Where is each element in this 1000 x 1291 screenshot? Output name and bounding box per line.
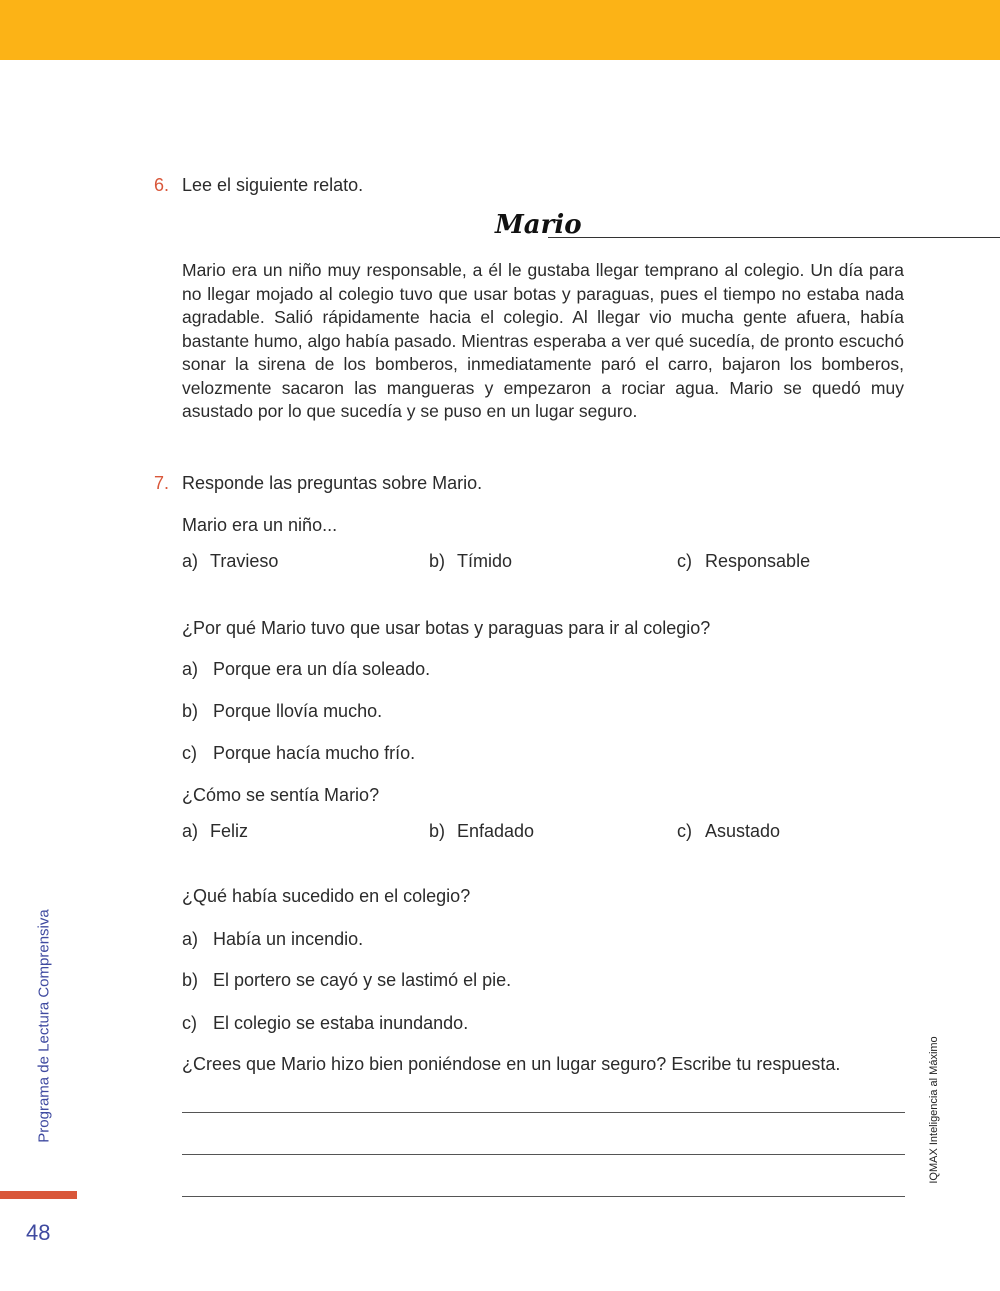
- option-letter: a): [182, 929, 199, 949]
- answer-line-2[interactable]: [182, 1154, 905, 1155]
- option-c[interactable]: [182, 1012, 468, 1034]
- option-b[interactable]: [429, 550, 512, 572]
- question-7: [154, 472, 482, 494]
- option-text: Había un incendio.: [213, 929, 364, 949]
- option-b[interactable]: [182, 969, 511, 991]
- option-letter: c): [677, 551, 692, 571]
- page-number: 48: [26, 1220, 51, 1245]
- option-b[interactable]: [182, 700, 382, 722]
- option-text: Feliz: [210, 821, 249, 841]
- option-letter: a): [182, 659, 199, 679]
- story-paragraph: Mario era un niño muy responsable, a él le gustaba llegar temprano al colegio. Un día para no llegar mojado al colegio tuvo que usar botas y paraguas, pues el tiempo no estaba nada agradable. Salió rápidamente hacia el colegio. Al llegar vio mucha gente afuera, había bastante humo, algo había pasado. Mientras esperaba a ver qué sucedía, de pronto escuchó sonar la sirena de los bomberos, inmediatamente paró el carro, bajaron los bomberos, velozmente sacaron las mangueras y empezaron a rociar agua. Mario se quedó muy asustado por lo que sucedía y se puso en un lugar seguro.: [182, 260, 904, 421]
- option-c[interactable]: [677, 820, 780, 842]
- option-a[interactable]: [182, 550, 278, 572]
- question-instruction: Responde las preguntas sobre Mario.: [182, 473, 483, 493]
- option-letter: a): [182, 821, 199, 841]
- option-text: Responsable: [705, 551, 811, 571]
- option-text: Enfadado: [457, 821, 535, 841]
- program-side-label: Programa de Lectura Comprensiva: [35, 909, 53, 1143]
- option-text: El colegio se estaba inundando.: [213, 1013, 469, 1033]
- brand-side-label: IQMAX Inteligencia al Máximo: [928, 1036, 940, 1184]
- option-text: Travieso: [210, 551, 279, 571]
- option-letter: c): [677, 821, 692, 841]
- option-c[interactable]: [182, 742, 415, 764]
- option-c[interactable]: [677, 550, 810, 572]
- option-b[interactable]: [429, 820, 534, 842]
- sub-question-2: ¿Por qué Mario tuvo que usar botas y paraguas para ir al colegio?: [182, 618, 711, 638]
- story-title: Mario: [495, 210, 582, 240]
- sub-question-4: ¿Qué había sucedido en el colegio?: [182, 886, 471, 906]
- option-letter: b): [429, 821, 446, 841]
- option-a[interactable]: [182, 928, 363, 950]
- option-letter: c): [182, 1013, 197, 1033]
- option-letter: c): [182, 743, 197, 763]
- option-text: Tímido: [457, 551, 513, 571]
- header-band: [0, 0, 1000, 60]
- sub-question-1: Mario era un niño...: [182, 515, 338, 535]
- option-letter: b): [182, 970, 199, 990]
- option-a[interactable]: [182, 658, 430, 680]
- question-number: 7.: [154, 473, 170, 493]
- title-underline: [548, 237, 1000, 238]
- answer-line-3[interactable]: [182, 1196, 905, 1197]
- option-text: Asustado: [705, 821, 781, 841]
- option-text: Porque era un día soleado.: [213, 659, 431, 679]
- option-letter: b): [429, 551, 446, 571]
- option-letter: b): [182, 701, 199, 721]
- option-letter: a): [182, 551, 199, 571]
- question-number: 6.: [154, 175, 170, 195]
- option-text: Porque llovía mucho.: [213, 701, 383, 721]
- option-a[interactable]: [182, 820, 248, 842]
- question-6: [154, 174, 363, 196]
- question-instruction: Lee el siguiente relato.: [182, 175, 364, 195]
- option-text: El portero se cayó y se lastimó el pie.: [213, 970, 512, 990]
- footer-accent-bar: [0, 1191, 77, 1199]
- sub-question-3: ¿Cómo se sentía Mario?: [182, 785, 380, 805]
- option-text: Porque hacía mucho frío.: [213, 743, 416, 763]
- answer-line-1[interactable]: [182, 1112, 905, 1113]
- sub-question-5: ¿Crees que Mario hizo bien poniéndose en un lugar seguro? Escribe tu respuesta.: [182, 1054, 841, 1074]
